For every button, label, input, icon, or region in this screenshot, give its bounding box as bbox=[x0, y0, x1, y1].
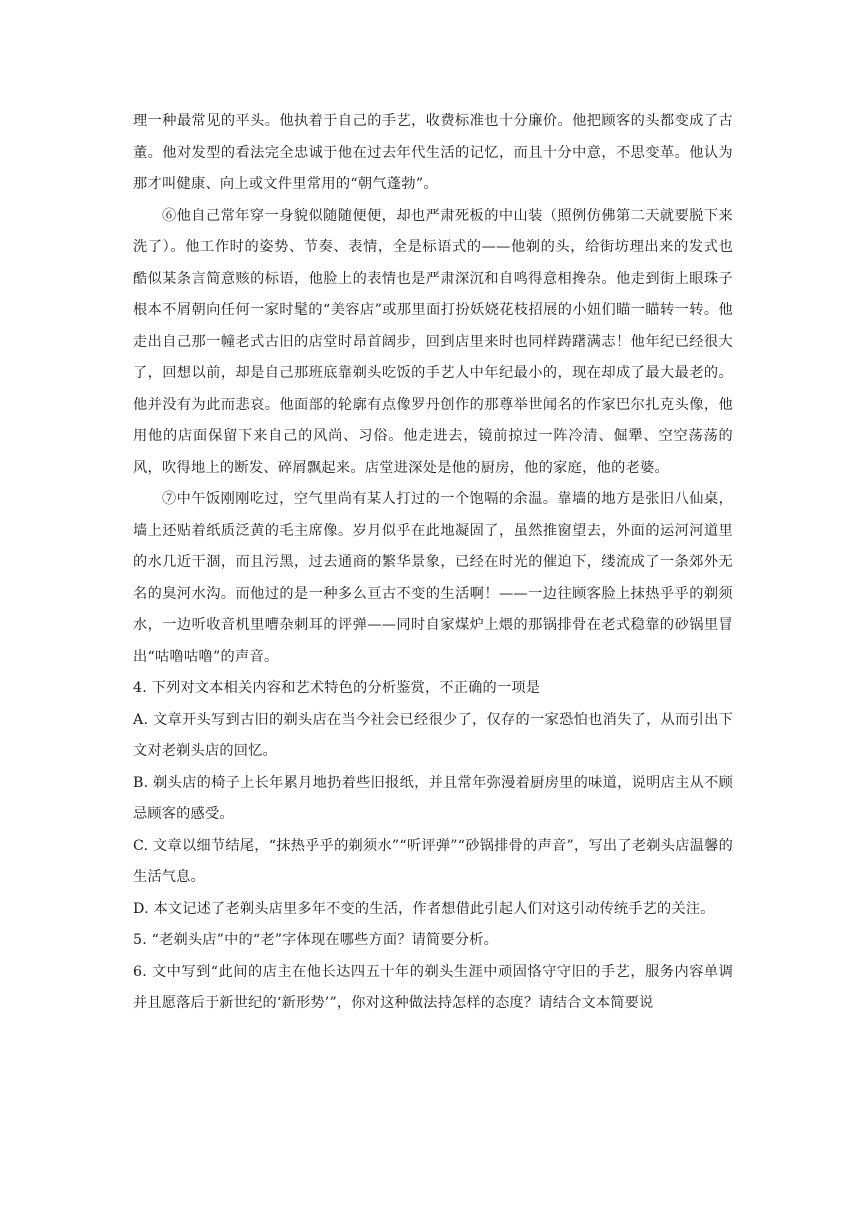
question-4-option-d: D. 本文记述了老剃头店里多年不变的生活，作者想借此引起人们对这引动传统手艺的关注。 bbox=[133, 900, 715, 917]
document-body bbox=[133, 106, 733, 1020]
question-5: 5. “老剃头店”中的“老”字体现在哪些方面？请简要分析。 bbox=[133, 932, 498, 948]
question-6: 6. 文中写到“此间的店主在他长达四五十年的剃头生涯中顽固恪守守旧的手艺，服务内容单调并且愿落后于新世纪的‘新形势’”，你对这种做法持怎样的态度？请结合文本简要说 bbox=[133, 963, 733, 1011]
passage-paragraph-continued: 理一种最常见的平头。他执着于自己的手艺，收费标准也十分廉价。他把顾客的头都变成了古董。他对发型的看法完全忠诚于他在过去年代生活的记忆，而且十分中意，不思变革。他认为那才叫健康、向上或文件里常用的“朝气蓬勃”。 bbox=[133, 113, 733, 192]
passage-paragraph-6: ⑥他自己常年穿一身貌似随随便便，却也严肃死板的中山装（照例仿佛第二天就要脱下来洗了）。他工作时的姿势、节奏、表情，全是标语式的——他剃的头，给街坊理出来的发式也酷似某条言简意赅的标语，他脸上的表情也是严肃深沉和自鸣得意相搀杂。他走到街上眼珠子根本不屑朝向任何一家时髦的“美容店”或那里面打扮妖娆花枝招展的小妞们瞄一瞄转一转。他走出自己那一幢老式古旧的店堂时昂首阔步，回到店里来时也同样踌躇满志！他年纪已经很大了，回想以前，却是自己那班底靠剃头吃饭的手艺人中年纪最小的，现在却成了最大最老的。他并没有为此而悲哀。他面部的轮廓有点像罗丹创作的那尊举世闻名的作家巴尔扎克头像，他用他的店面保留下来自己的风尚、习俗。他走进去，镜前掠过一阵冷清、倔犟、空空荡荡的风，吹得地上的断发、碎屑飘起来。店堂进深处是他的厨房，他的家庭，他的老婆。 bbox=[133, 207, 733, 476]
question-4-option-c: C. 文章以细节结尾，“抹热乎乎的剃须水”“听评弹”“砂锅排骨的声音”，写出了老剃头店温馨的生活气息。 bbox=[133, 837, 733, 885]
question-4-option-b: B. 剃头店的椅子上长年累月地扔着些旧报纸，并且常年弥漫着厨房里的味道，说明店主从不顾忌顾客的感受。 bbox=[133, 774, 733, 822]
question-4-option-a: A. 文章开头写到古旧的剃头店在当今社会已经很少了，仅存的一家恐怕也消失了，从而引出下文对老剃头店的回忆。 bbox=[133, 711, 733, 759]
passage-paragraph-7: ⑦中午饭刚刚吃过，空气里尚有某人打过的一个饱嗝的余温。靠墙的地方是张旧八仙桌，墙上还贴着纸质泛黄的毛主席像。岁月似乎在此地凝固了，虽然推窗望去，外面的运河河道里的水几近干涸，而且污黑，过去通商的繁华景象，已经在时光的催迫下，缕流成了一条郊外无名的臭河水沟。而他过的是一种多么亘古不变的生活啊！——一边往顾客脸上抹热乎乎的剃须水，一边听收音机里嘈杂刺耳的评弹——同时自家煤炉上煨的那锅排骨在老式稳靠的砂锅里冒出“咕噜咕噜”的声音。 bbox=[133, 491, 733, 665]
question-4: 4. 下列对文本相关内容和艺术特色的分析鉴赏，不正确的一项是 bbox=[133, 680, 541, 696]
